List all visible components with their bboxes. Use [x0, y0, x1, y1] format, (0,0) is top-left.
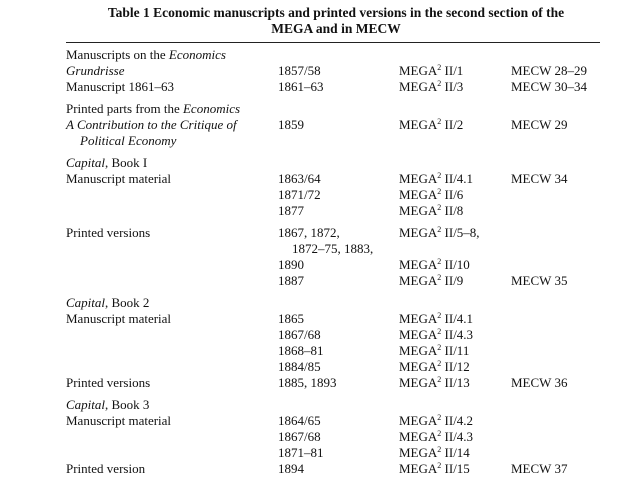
table-row — [0, 397, 640, 413]
table-row — [0, 101, 640, 117]
table-row — [0, 461, 640, 477]
table-row — [0, 133, 640, 149]
row-label-text: , Book 2 — [105, 295, 150, 310]
cell-date: 1861–63 — [278, 79, 324, 94]
row-label-text: Manuscript material — [66, 171, 172, 186]
cell-date: 1887 — [278, 273, 304, 288]
row-label — [66, 397, 149, 413]
row-label-italic: Capital — [66, 295, 106, 310]
cell-mega: MEGA$^2$ II/3 — [399, 79, 464, 94]
table-row — [0, 117, 640, 133]
cell-mega: MEGA$^2$ II/4.3 — [399, 327, 474, 342]
row-label-italic: Economics — [168, 47, 226, 62]
row-label-italic: Political Economy — [80, 133, 177, 148]
row-label-text: Manuscripts on the — [66, 47, 169, 62]
table-row — [0, 295, 640, 311]
row-label — [66, 47, 226, 63]
cell-date: 1890 — [278, 257, 304, 272]
cell-mega: MEGA$^2$ II/5–8, — [399, 225, 480, 240]
cell-mega: MEGA$^2$ II/10 — [399, 257, 470, 272]
cell-mecw: MECW 35 — [511, 273, 568, 288]
cell-mega: MEGA$^2$ II/4.1 — [399, 171, 474, 186]
row-label-text: , Book I — [105, 155, 148, 170]
row-label-text: Manuscript 1861–63 — [66, 79, 174, 94]
cell-mecw: MECW 29 — [511, 117, 568, 132]
cell-mega: MEGA$^2$ II/12 — [399, 359, 470, 374]
cell-date: 1867/68 — [278, 327, 321, 342]
table-row — [0, 79, 640, 95]
row-label-text: Manuscript material — [66, 311, 172, 326]
cell-mega: MEGA$^2$ II/8 — [399, 203, 464, 218]
cell-date: 1867/68 — [278, 429, 321, 444]
cell-mega: MEGA$^2$ II/14 — [399, 445, 470, 460]
table-row — [0, 327, 640, 343]
table-title — [66, 5, 606, 37]
cell-date: 1857/58 — [278, 63, 321, 78]
row-label-italic: Capital — [66, 397, 106, 412]
row-label-text: Printed version — [66, 461, 146, 476]
cell-mecw: MECW 34 — [511, 171, 568, 186]
row-label-italic: Economics — [182, 101, 241, 116]
row-label-text: Printed versions — [66, 375, 151, 390]
table-title-line-2: MEGA and in MECW — [271, 21, 401, 36]
row-label-italic: Grundrisse — [66, 63, 125, 78]
table-row — [0, 413, 640, 429]
cell-mega: MEGA$^2$ II/11 — [399, 343, 470, 358]
cell-mega: MEGA$^2$ II/2 — [399, 117, 464, 132]
table-row — [0, 225, 640, 241]
cell-date: 1884/85 — [278, 359, 321, 374]
cell-date: 1864/65 — [278, 413, 321, 428]
table-row — [0, 359, 640, 375]
row-label — [66, 155, 147, 171]
cell-date: 1868–81 — [278, 343, 324, 358]
table-row — [0, 171, 640, 187]
cell-mega: MEGA$^2$ II/9 — [399, 273, 464, 288]
cell-mega: MEGA$^2$ II/4.1 — [399, 311, 474, 326]
cell-date: 1872–75, 1883, — [292, 241, 374, 256]
cell-date: 1871–81 — [278, 445, 324, 460]
table-row — [0, 241, 640, 257]
row-label — [66, 295, 149, 311]
cell-mecw: MECW 37 — [511, 461, 568, 476]
row-label-text: Printed parts from the — [66, 101, 183, 116]
row-label-text: Manuscript material — [66, 413, 172, 428]
cell-date: 1865 — [278, 311, 304, 326]
cell-date: 1894 — [278, 461, 304, 476]
table-row — [0, 311, 640, 327]
table-row — [0, 445, 640, 461]
cell-mega: MEGA$^2$ II/1 — [399, 63, 464, 78]
table-row — [0, 203, 640, 219]
row-label-text: , Book 3 — [105, 397, 150, 412]
cell-date: 1885, 1893 — [278, 375, 337, 390]
table-row — [0, 155, 640, 171]
table-title-line-1: Table 1 Economic manuscripts and printed versions in the second section of the — [107, 5, 565, 20]
row-label — [66, 101, 240, 117]
table-row — [0, 63, 640, 79]
cell-mega: MEGA$^2$ II/13 — [399, 375, 470, 390]
cell-mega: MEGA$^2$ II/15 — [399, 461, 470, 476]
cell-date: 1867, 1872, — [278, 225, 340, 240]
cell-mecw: MECW 28–29 — [511, 63, 587, 78]
table-row — [0, 273, 640, 289]
table-row — [0, 257, 640, 273]
cell-date: 1871/72 — [278, 187, 321, 202]
table-row — [0, 187, 640, 203]
cell-date: 1859 — [278, 117, 304, 132]
cell-mega: MEGA$^2$ II/4.3 — [399, 429, 474, 444]
cell-mecw: MECW 36 — [511, 375, 568, 390]
table-body — [0, 47, 640, 477]
cell-mecw: MECW 30–34 — [511, 79, 587, 94]
table-row — [0, 429, 640, 445]
cell-mega: MEGA$^2$ II/4.2 — [399, 413, 474, 428]
table-row — [0, 343, 640, 359]
cell-date: 1877 — [278, 203, 304, 218]
cell-mega: MEGA$^2$ II/6 — [399, 187, 464, 202]
row-label-italic: Capital — [66, 155, 106, 170]
cell-date: 1863/64 — [278, 171, 321, 186]
row-label-text: Printed versions — [66, 225, 151, 240]
row-label-italic: A Contribution to the Critique of — [66, 117, 237, 132]
table-row — [0, 47, 640, 63]
table-row — [0, 375, 640, 391]
table-top-rule — [66, 42, 600, 43]
